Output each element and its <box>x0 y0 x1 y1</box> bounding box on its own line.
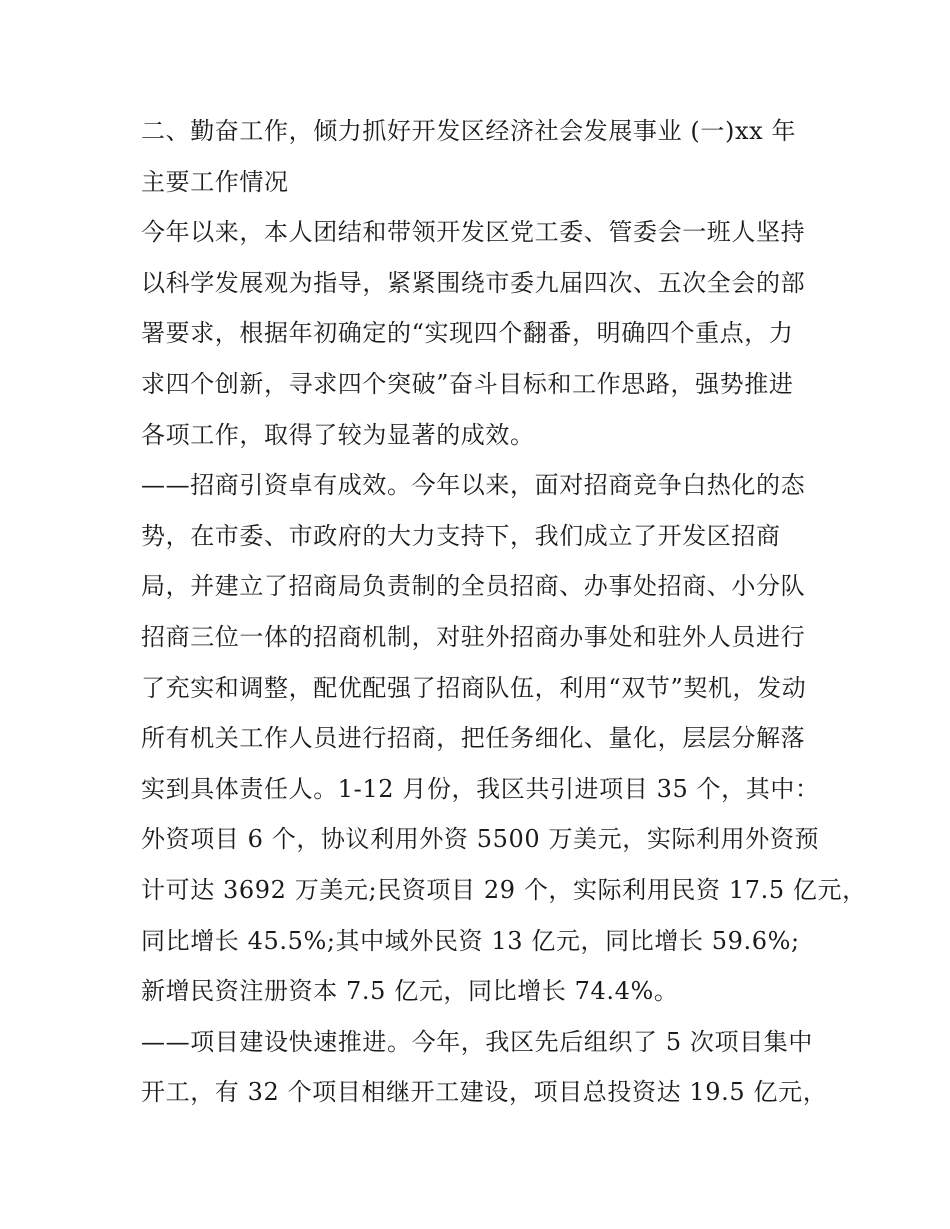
text-line: 实到具体责任人。1-12 月份，我区共引进项目 35 个，其中： <box>141 774 820 803</box>
text-line: 以科学发展观为指导，紧紧围绕市委九届四次、五次全会的部 <box>141 268 806 297</box>
text-line: 计可达 3692 万美元;民资项目 29 个，实际利用民资 17.5 亿元， <box>141 875 867 904</box>
text-line: 外资项目 6 个，协议利用外资 5500 万美元，实际利用外资预 <box>141 825 820 854</box>
document-body <box>141 106 867 1118</box>
text-line: 求四个创新，寻求四个突破”奋斗目标和工作思路，强势推进 <box>141 369 794 398</box>
text-line: 署要求，根据年初确定的“实现四个翻番，明确四个重点，力 <box>141 319 794 348</box>
text-line: 同比增长 45.5%;其中域外民资 13 亿元，同比增长 59.6%; <box>141 926 800 955</box>
text-line: 各项工作，取得了较为显著的成效。 <box>141 420 535 449</box>
section-heading-line-1: 二、勤奋工作，倾力抓好开发区经济社会发展事业 (一)xx 年 <box>141 117 797 145</box>
text-line: 势，在市委、市政府的大力支持下，我们成立了开发区招商 <box>141 521 781 550</box>
section-heading-line-2: 主要工作情况 <box>141 167 289 196</box>
text-line: 所有机关工作人员进行招商，把任务细化、量化，层层分解落 <box>141 724 806 753</box>
text-line: 今年以来，本人团结和带领开发区党工委、管委会一班人坚持 <box>141 218 806 247</box>
text-line: 了充实和调整，配优配强了招商队伍，利用“双节”契机，发动 <box>141 673 807 702</box>
text-line: 开工，有 32 个项目相继开工建设，项目总投资达 19.5 亿元， <box>141 1078 828 1107</box>
text-line: ——项目建设快速推进。今年，我区先后组织了 5 次项目集中 <box>141 1027 813 1056</box>
text-line: ——招商引资卓有成效。今年以来，面对招商竞争白热化的态 <box>141 471 806 500</box>
text-line: 新增民资注册资本 7.5 亿元，同比增长 74.4%。 <box>141 977 679 1006</box>
text-line: 招商三位一体的招商机制，对驻外招商办事处和驻外人员进行 <box>141 622 806 651</box>
text-line: 局，并建立了招商局负责制的全员招商、办事处招商、小分队 <box>141 572 806 601</box>
